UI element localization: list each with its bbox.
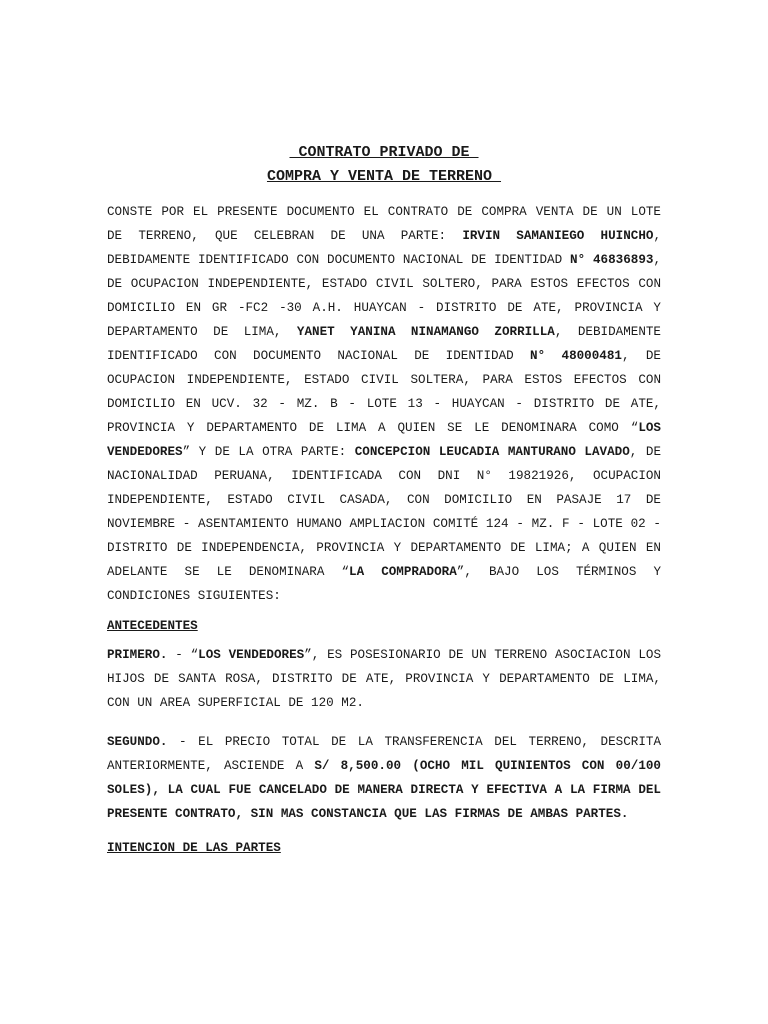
seller-2-name: YANET YANINA NINAMANGO ZORRILLA xyxy=(296,325,555,339)
clause-segundo-price: S/ 8,500.00 (OCHO MIL QUINIENTOS CON 00/100 SOLES), LA CUAL FUE CANCELADO DE MANERA DIRECTA Y EFECTIVA A LA FIRMA DEL PRESENTE CONTRATO, SIN MAS CONSTANCIA QUE LAS FIRMAS DE AMBAS PARTES. xyxy=(107,759,661,821)
intro-text-2: , DEBIDAMENTE IDENTIFICADO CON DOCUMENTO NACIONAL DE IDENTIDAD xyxy=(107,229,661,267)
intro-text-6: ” Y DE LA OTRA PARTE: xyxy=(182,445,355,459)
document-title-line-2: COMPRA Y VENTA DE TERRENO xyxy=(266,168,502,185)
intro-text-4: , DEBIDAMENTE IDENTIFICADO CON DOCUMENTO NACIONAL DE IDENTIDAD xyxy=(107,325,661,363)
heading-intencion: INTENCION DE LAS PARTES xyxy=(107,841,281,855)
heading-antecedentes: ANTECEDENTES xyxy=(107,619,198,633)
clause-primero-label: PRIMERO. xyxy=(107,648,168,662)
clause-primero-sellers: LOS VENDEDORES xyxy=(198,648,305,662)
buyer-term: LA COMPRADORA xyxy=(349,565,457,579)
intro-text-5: , DE OCUPACION INDEPENDIENTE, ESTADO CIVIL SOLTERA, PARA ESTOS EFECTOS CON DOMICILIO EN UCV. 32 - MZ. B - LOTE 13 - HUAYCAN - DISTRITO DE ATE, PROVINCIA Y DEPARTAMENTO DE LIMA A QUIEN SE LE DENOMINARA COMO “ xyxy=(107,349,661,435)
intro-text-1: CONSTE POR EL PRESENTE DOCUMENTO EL CONTRATO DE COMPRA VENTA DE UN LOTE DE TERRENO, QUE CELEBRAN DE UNA PARTE: xyxy=(107,205,661,243)
seller-1-name: IRVIN SAMANIEGO HUINCHO xyxy=(462,229,654,243)
intro-text-7: , DE NACIONALIDAD PERUANA, IDENTIFICADA CON DNI N° 19821926, OCUPACION INDEPENDIENTE, ESTADO CIVIL CASADA, CON DOMICILIO EN PASAJE 17 DE NOVIEMBRE - ASENTAMIENTO HUMANO AMPLIACION COMITÉ 124 - MZ. F - LOTE 02 - DISTRITO DE INDEPENDENCIA, PROVINCIA Y DEPARTAMENTO DE LIMA; A QUIEN EN ADELANTE SE LE DENOMINARA “ xyxy=(107,445,661,579)
seller-2-dni: N° 48000481 xyxy=(530,349,622,363)
buyer-name: CONCEPCION LEUCADIA MANTURANO LAVADO xyxy=(354,445,630,459)
clause-segundo-text-1: - EL PRECIO TOTAL DE LA TRANSFERENCIA DEL TERRENO, DESCRITA ANTERIORMENTE, ASCIENDE A xyxy=(107,735,661,773)
intro-paragraph xyxy=(107,200,661,608)
clause-primero xyxy=(107,643,661,715)
intro-text-8: ”, BAJO LOS TÉRMINOS Y CONDICIONES SIGUIENTES: xyxy=(107,565,662,603)
clause-segundo xyxy=(107,730,661,826)
intro-text-3: , DE OCUPACION INDEPENDIENTE, ESTADO CIVIL SOLTERO, PARA ESTOS EFECTOS CON DOMICILIO EN GR -FC2 -30 A.H. HUAYCAN - DISTRITO DE ATE, PROVINCIA Y DEPARTAMENTO DE LIMA, xyxy=(107,253,661,339)
document-page xyxy=(107,141,661,860)
clause-segundo-label: SEGUNDO. xyxy=(107,735,168,749)
sellers-term: LOS VENDEDORES xyxy=(107,421,661,459)
document-title-line-1: CONTRATO PRIVADO DE xyxy=(289,144,479,161)
seller-1-dni: N° 46836893 xyxy=(570,253,654,267)
clause-primero-text-1: - “ xyxy=(167,648,199,662)
clause-primero-text-2: ”, ES POSESIONARIO DE UN TERRENO ASOCIACION LOS HIJOS DE SANTA ROSA, DISTRITO DE ATE, PROVINCIA Y DEPARTAMENTO DE LIMA, CON UN AREA SUPERFICIAL DE 120 M2. xyxy=(107,648,662,710)
